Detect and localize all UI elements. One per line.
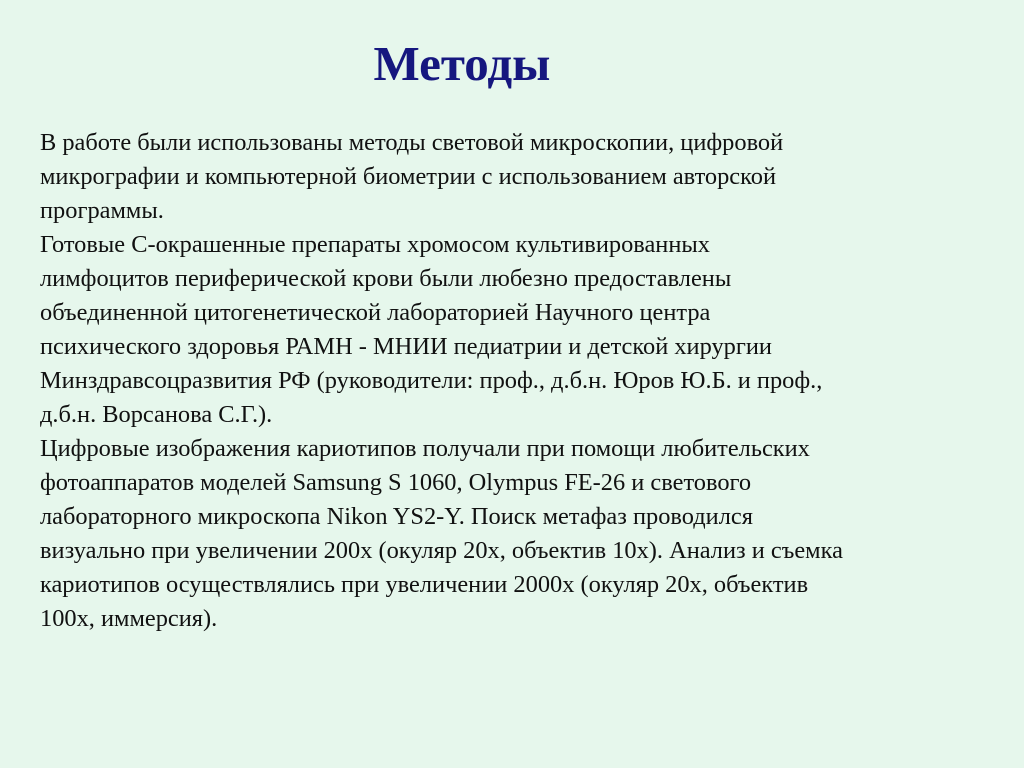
- paragraph-imaging: [40, 432, 990, 636]
- text-line: В работе были использованы методы световой микроскопии, цифровой: [40, 129, 784, 156]
- text-line: д.б.н. Ворсанова С.Г.).: [40, 401, 273, 428]
- text-line: Готовые С-окрашенные препараты хромосом культивированных: [40, 231, 710, 258]
- text-line: Цифровые изображения кариотипов получали при помощи любительских: [40, 435, 810, 462]
- text-line: фотоаппаратов моделей Samsung S 1060, Olympus FE-26 и светового: [40, 469, 752, 496]
- text-line: психического здоровья РАМН - МНИИ педиатрии и детской хирургии: [40, 333, 772, 360]
- text-line: объединенной цитогенетической лабораторией Научного центра: [40, 299, 711, 326]
- text-line: визуально при увеличении 200х (окуляр 20х, объектив 10х). Анализ и съемка: [40, 537, 843, 564]
- paragraph-methods: [40, 126, 990, 228]
- text-line: микрографии и компьютерной биометрии с использованием авторской: [40, 163, 776, 190]
- text-line: кариотипов осуществлялись при увеличении 2000х (окуляр 20х, объектив: [40, 571, 809, 598]
- text-line: лимфоцитов периферической крови были любезно предоставлены: [40, 265, 732, 292]
- text-line: программы.: [40, 197, 164, 224]
- slide-title: Методы: [373, 36, 551, 91]
- text-line: лабораторного микроскопа Nikon YS2-Y. Поиск метафаз проводился: [40, 503, 753, 530]
- paragraph-preparations: [40, 228, 990, 432]
- text-line: Минздравсоцразвития РФ (руководители: проф., д.б.н. Юров Ю.Б. и проф.,: [40, 367, 823, 394]
- slide-body: [40, 126, 990, 636]
- text-line: 100х, иммерсия).: [40, 605, 218, 632]
